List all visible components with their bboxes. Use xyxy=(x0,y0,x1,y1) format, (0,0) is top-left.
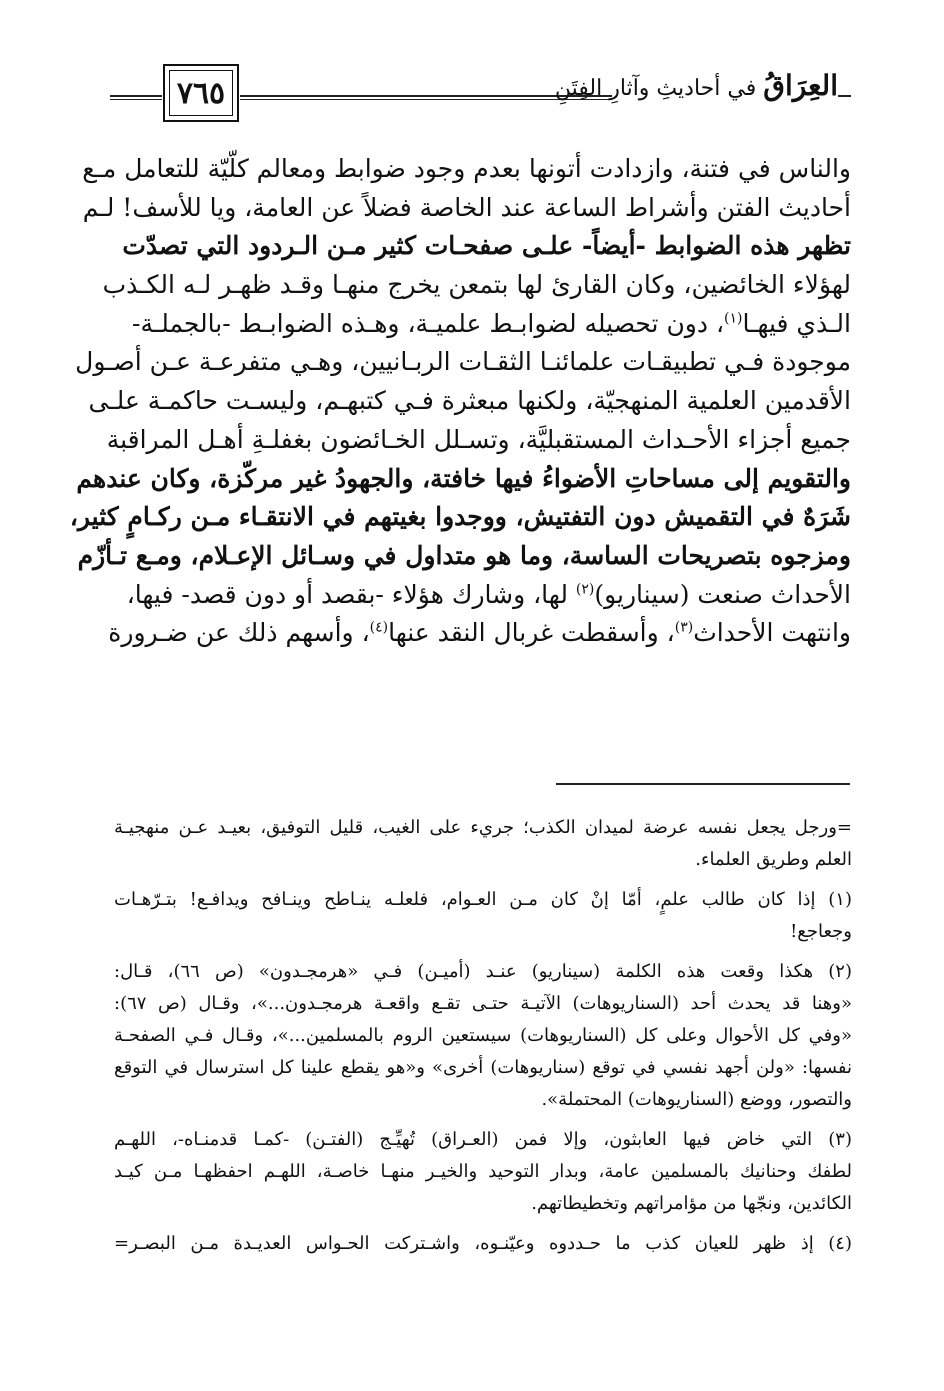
footnotes xyxy=(114,812,852,1268)
footnote-line: الكائدين، ونجّها من مؤامراتهم وتخطيطاتهم. xyxy=(531,1193,852,1214)
footnote-1 xyxy=(114,884,852,948)
footnote-line: نفسها: «ولن أجهد نفسي في توقع (سناريوهات) أخرى» و«هو يقطع علينا كل استرسال في التوقع xyxy=(114,1057,853,1078)
footnote-line: (٢) هكذا وقعت هذه الكلمة (سيناريو) عنـد (أميـن) فـي «هرمجـدون» (ص ٦٦)، قـال: xyxy=(114,961,852,982)
body-line: لهؤلاء الخائضين، وكان القارئ لها بتمعن يخرج منهـا وقـد ظهـر لـه الكـذب xyxy=(102,270,851,300)
body-line: جميع أجزاء الأحـداث المستقبليَّة، وتسـلل الخـائضون بغفلـةِ أهـل المراقبة xyxy=(106,424,851,454)
page-number-box xyxy=(163,64,239,122)
running-head-title xyxy=(554,66,838,106)
footnote-line: وجعاجع! xyxy=(790,921,852,942)
body-line: الأقدمين العلمية المنهجيّة، ولكنها مبعثرة فـي كتبهـم، وليسـت حاكمـة علـى xyxy=(88,386,851,416)
header-rule-left-thin xyxy=(110,99,162,100)
footnote-line: «وهنا قد يحدث أحد (السناريوهات) الآتيـة حتـى تقـع واقعـة هرمجـدون...»، وقـال (ص ٦٧): xyxy=(114,993,852,1014)
footnote-line: العلم وطريق العلماء. xyxy=(695,849,852,870)
body-line: ومزجوه بتصريحات الساسة، وما هو متداول في وسـائل الإعـلام، ومـع تـأزّم xyxy=(77,540,851,570)
footnote-ref-1: (١) xyxy=(724,310,743,327)
footnote-ref-4: (٤) xyxy=(369,619,389,636)
body-line: والناس في فتنة، وازدادت أتونها بعدم وجود ضوابط ومعالم كلّيّة للتعامل مـع xyxy=(82,154,851,183)
body-line: الـذي فيهـا$^{(١)}$، دون تحصيله لضوابـط علميـة، وهـذه الضوابـط -بالجملـة- xyxy=(132,308,851,338)
body-line: تظهر هذه الضوابط -أيضاً- علـى صفحـات كثير مـن الـردود التي تصدّت xyxy=(122,231,851,261)
footnote-line: =ورجل يجعل نفسه عرضة لميدان الكذب؛ جريء على الغيب، قليل التوفيق، بعيـد عـن منهجيـة xyxy=(114,817,852,838)
footnote-3 xyxy=(114,1124,852,1220)
footnote-line: «وفي كل الأحوال وعلى كل (السناريوهات) سيستعين الروم بالمسلمين...»، وقـال فـي الصفحـة xyxy=(114,1025,852,1046)
running-head-subtitle: في أحاديثِ وآثارِ الفِتَنِ xyxy=(554,76,757,101)
footnote-ref-3: (٣) xyxy=(674,619,694,636)
footnote-separator xyxy=(556,783,850,785)
footnote-ref-2: (٢) xyxy=(575,581,595,598)
body-line: موجودة فـي تطبيقـات علمائنـا الثقـات الربـانيين، وهـي متفرعـة عـن أصـول xyxy=(75,347,851,377)
header-rule-left xyxy=(110,95,162,97)
footnote-line: (٤) إذ ظهر للعيان كذب ما حـددوه وعيّنـوه، واشـتركت الحـواس العديـدة مـن البصـر= xyxy=(114,1233,852,1254)
footnote-line: (١) إذا كان طالب علمٍ، أمّا إنْ كان مـن العـوام، فلعلـه ينـاطح وينـافح ويدافـع! بتـرّهـات xyxy=(114,889,852,910)
footnote-line: لطفك وحنانيك بالمسلمين عامة، وبدار التوحيد والخيـر منهـا خاصـة، اللهـم احفظهـا مـن كيـد xyxy=(114,1161,852,1182)
running-head-main: العِرَاقُ xyxy=(763,69,838,102)
page-number: ٧٦٥ xyxy=(169,70,233,116)
body-line: والتقويم إلى مساحاتِ الأضواءُ فيها خافتة، والجهودُ غير مركّزة، وكان عندهم xyxy=(76,463,851,493)
footnote-continued xyxy=(114,812,852,876)
body-line: أحاديث الفتن وأشراط الساعة عند الخاصة فضلاً عن العامة، ويا للأسف! لـم xyxy=(82,192,851,222)
header-rule-right xyxy=(838,95,851,97)
body-line: شَرَهٌ في التقميش دون التفتيش، ووجدوا بغيتهم في الانتقـاء مـن ركـامٍ كثير، xyxy=(69,502,851,532)
footnote-2 xyxy=(114,956,852,1116)
footnote-4 xyxy=(114,1228,852,1260)
body-line: وانتهت الأحداث$^{(٣)}$، وأسقطت غربال النقد عنها$^{(٤)}$، وأسهم ذلك عن ضـرورة xyxy=(108,618,851,648)
body-text xyxy=(69,150,851,653)
footnote-line: والتصور، ووضع (السناريوهات) المحتملة». xyxy=(541,1089,852,1110)
body-line: الأحداث صنعت (سيناريو)$^{(٢)}$ لها، وشارك هؤلاء -بقصد أو دون قصد- فيها، xyxy=(126,579,851,609)
footnote-line: (٣) التي خاض فيها العابثون، وإلا فمن (العـراق) تُهيِّـج (الفتـن) -كمـا قدمنـاه-، اللهـم xyxy=(114,1129,852,1150)
